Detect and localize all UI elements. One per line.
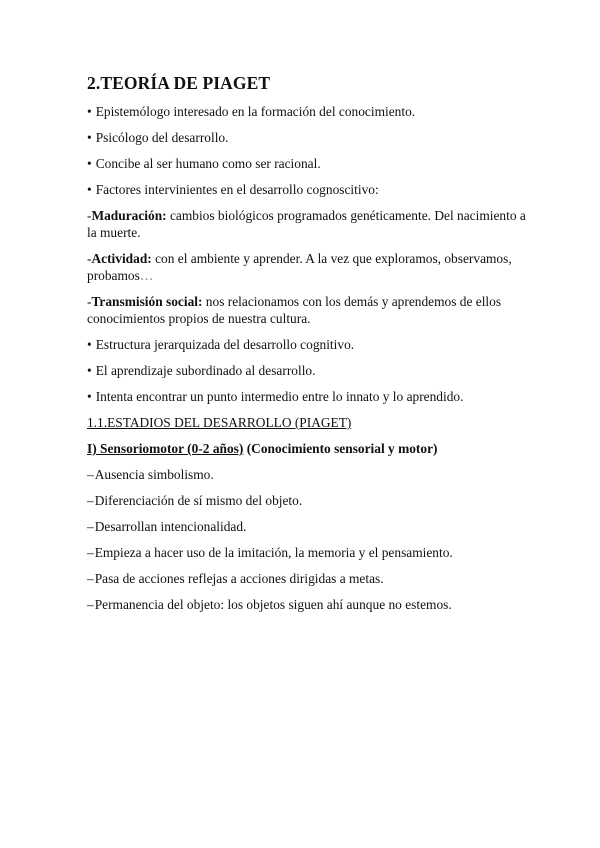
factor-transmision-social (87, 293, 527, 327)
bullet-text: Epistemólogo interesado en la formación del conocimiento. (95, 104, 416, 119)
bullet-item (87, 155, 527, 172)
factor-prefix: - (87, 208, 92, 223)
factor-text: con el ambiente y aprender. A la vez que exploramos, observamos, probamos (87, 251, 512, 283)
stage-item-text: Desarrollan intencionalidad. (94, 519, 247, 534)
factor-term: Transmisión social: (91, 294, 203, 309)
bullet-text: Psicólogo del desarrollo. (95, 130, 229, 145)
bullet-icon: • (87, 389, 92, 404)
stage-item-text: Diferenciación de sí mismo del objeto. (94, 493, 303, 508)
bullet-item (87, 129, 527, 146)
ellipsis: … (139, 268, 154, 283)
stage-name: I) Sensoriomotor (0-2 años) (87, 441, 244, 456)
stage-item (87, 492, 527, 509)
factor-term: Maduración: (91, 208, 167, 223)
bullet-icon: • (87, 182, 92, 197)
bullet-text: El aprendizaje subordinado al desarrollo. (95, 363, 316, 378)
stage-heading (87, 440, 527, 457)
bullet-text: Estructura jerarquizada del desarrollo cognitivo. (95, 337, 355, 352)
stage-item-text: Permanencia del objeto: los objetos siguen ahí aunque no estemos. (94, 597, 452, 612)
bullet-item (87, 181, 527, 198)
factor-prefix: - (87, 294, 92, 309)
stage-item (87, 466, 527, 483)
dash-icon: – (87, 545, 94, 560)
dash-icon: – (87, 571, 94, 586)
section-subheading: 1.1.ESTADIOS DEL DESARROLLO (PIAGET) (87, 415, 352, 430)
bullet-item (87, 336, 527, 353)
stage-item (87, 596, 527, 613)
bullet-icon: • (87, 337, 92, 352)
document-title: 2.TEORÍA DE PIAGET (87, 73, 271, 93)
stage-item (87, 518, 527, 535)
stage-item-text: Pasa de acciones reflejas a acciones dirigidas a metas. (94, 571, 384, 586)
stage-item (87, 544, 527, 561)
bullet-item (87, 362, 527, 379)
stage-note: (Conocimiento sensorial y motor) (243, 441, 438, 456)
factor-term: Actividad: (91, 251, 152, 266)
bullet-item (87, 388, 527, 405)
dash-icon: – (87, 493, 94, 508)
factor-actividad (87, 250, 527, 284)
factor-text: cambios biológicos programados genéticamente. Del nacimiento a la muerte. (87, 208, 526, 240)
bullet-text: Factores intervinientes en el desarrollo cognoscitivo: (95, 182, 379, 197)
dash-icon: – (87, 597, 94, 612)
factor-maduracion (87, 207, 527, 241)
bullet-icon: • (87, 104, 92, 119)
dash-icon: – (87, 519, 94, 534)
bullet-icon: • (87, 363, 92, 378)
factor-prefix: - (87, 251, 92, 266)
bullet-text: Concibe al ser humano como ser racional. (95, 156, 321, 171)
bullet-icon: • (87, 156, 92, 171)
factor-text: nos relacionamos con los demás y aprendemos de ellos conocimientos propios de nuestra cultura. (87, 294, 502, 326)
document-page (87, 73, 527, 622)
bullet-item (87, 103, 527, 120)
stage-item-text: Ausencia simbolismo. (94, 467, 214, 482)
stage-item-text: Empieza a hacer uso de la imitación, la memoria y el pensamiento. (94, 545, 453, 560)
bullet-icon: • (87, 130, 92, 145)
bullet-text: Intenta encontrar un punto intermedio entre lo innato y lo aprendido. (95, 389, 464, 404)
stage-item (87, 570, 527, 587)
dash-icon: – (87, 467, 94, 482)
